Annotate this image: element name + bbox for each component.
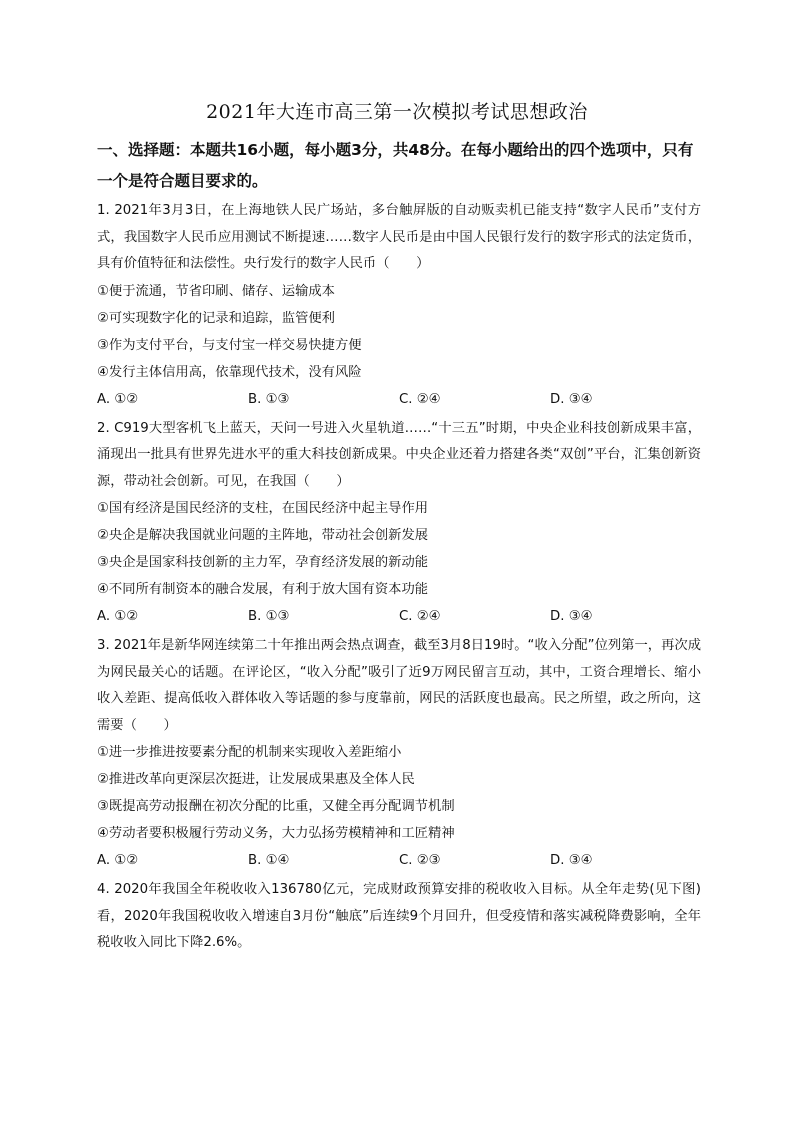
question-1 [97,198,701,414]
answer-choice-d: D. ③④ [550,853,593,868]
question-stem: 1. 2021年3月3日，在上海地铁人民广场站，多台触屏版的自动贩卖机已能支持“数字人民币”支付方式，我国数字人民币应用测试不断提速……数字人民币是由中国人民银行发行的数字形式的法定货币，具有价值特征和法偿性。央行发行的数字人民币（ ） [97,203,701,271]
answer-choice-b: B. ①③ [248,609,290,624]
question-stem: 4. 2020年我国全年税收收入136780亿元，完成财政预算安排的税收收入目标。从全年走势(见下图)看，2020年我国税收收入增速自3月份“触底”后连续9个月回升，但受疫情和落实减税降费影响，全年税收收入同比下降2.6%。 [97,882,701,950]
question-4 [97,877,701,957]
section-heading: 一、选择题：本题共16小题，每小题3分，共48分。在每小题给出的四个选项中，只有一个是符合题目要求的。 [97,141,694,190]
statement-option: ②央企是解决我国就业问题的主阵地，带动社会创新发展 [97,528,429,543]
page-title: 2021年大连市高三第一次模拟考试思想政治 [206,101,588,123]
question-stem: 3. 2021年是新华网连续第二十年推出两会热点调查，截至3月8日19时。“收入分配”位列第一，再次成为网民最关心的话题。在评论区，“收入分配”吸引了近9万网民留言互动，其中，工资合理增长、缩小收入差距、提高低收入群体收入等话题的参与度靠前，网民的活跃度也最高。民之所望，政之所向，这需要（ ） [97,638,701,733]
statement-option: ④不同所有制资本的融合发展，有利于放大国有资本功能 [97,582,429,597]
answer-choice-b: B. ①③ [248,391,290,407]
answer-choice-c: C. ②④ [399,391,441,407]
answer-choice-a: A. ①② [97,391,139,407]
statement-option: ③央企是国家科技创新的主力军，孕育经济发展的新动能 [97,555,429,570]
statement-option: ②可实现数字化的记录和追踪，监管便利 [97,310,335,326]
answer-choice-c: C. ②③ [399,853,441,868]
answer-choice-d: D. ③④ [550,609,593,624]
statement-option: ③既提高劳动报酬在初次分配的比重，又健全再分配调节机制 [97,799,455,814]
answer-choices [97,386,701,414]
answer-choice-d: D. ③④ [550,391,593,407]
answer-choices [97,847,701,875]
question-3 [97,633,701,875]
statement-option: ①国有经济是国民经济的支柱，在国民经济中起主导作用 [97,501,429,516]
statement-option: ③作为支付平台，与支付宝一样交易快捷方便 [97,337,362,353]
statement-option: ①便于流通，节省印刷、储存、运输成本 [97,283,335,299]
question-2 [97,416,701,632]
answer-choices [97,603,701,631]
statement-option: ②推进改革向更深层次挺进，让发展成果惠及全体人民 [97,772,415,787]
answer-choice-a: A. ①② [97,609,139,624]
statement-option: ④发行主体信用高，依靠现代技术，没有风险 [97,364,362,380]
question-list [97,198,701,959]
answer-choice-c: C. ②④ [399,609,441,624]
question-stem: 2. C919大型客机飞上蓝天，天问一号进入火星轨道……“十三五”时期，中央企业科技创新成果丰富，涌现出一批具有世界先进水平的重大科技创新成果。中央企业还着力搭建各类“双创”平台，汇集创新资源，带动社会创新。可见，在我国（ ） [97,420,701,489]
answer-choice-b: B. ①④ [248,853,290,868]
statement-option: ④劳动者要积极履行劳动义务，大力弘扬劳模精神和工匠精神 [97,826,455,841]
answer-choice-a: A. ①② [97,853,139,868]
statement-option: ①进一步推进按要素分配的机制来实现收入差距缩小 [97,745,402,760]
